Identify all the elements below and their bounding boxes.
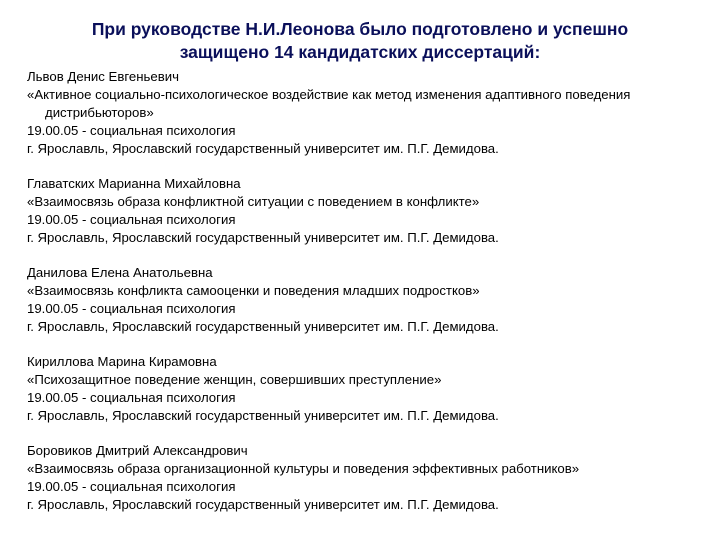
page-title: [0, 18, 720, 64]
entry-author: Боровиков Дмитрий Александрович: [27, 443, 248, 458]
entry-specialty: 19.00.05 - социальная психология: [27, 212, 236, 227]
entry-thesis: «Активное социально-психологическое воздействие как метод изменения адаптивного поведения дистрибьюторов»: [27, 87, 631, 120]
entry-place: г. Ярославль, Ярославский государственный университет им. П.Г. Демидова.: [27, 230, 499, 245]
entry-place: г. Ярославль, Ярославский государственный университет им. П.Г. Демидова.: [27, 408, 499, 423]
entry-specialty: 19.00.05 - социальная психология: [27, 479, 236, 494]
list-item: [27, 353, 707, 425]
entry-author: Данилова Елена Анатольевна: [27, 265, 213, 280]
list-item: [27, 175, 707, 247]
entry-specialty: 19.00.05 - социальная психология: [27, 301, 236, 316]
entry-place: г. Ярославль, Ярославский государственный университет им. П.Г. Демидова.: [27, 141, 499, 156]
entry-specialty: 19.00.05 - социальная психология: [27, 390, 236, 405]
dissertation-list: [27, 68, 707, 531]
entry-specialty: 19.00.05 - социальная психология: [27, 123, 236, 138]
entry-author: Львов Денис Евгеньевич: [27, 69, 179, 84]
entry-thesis: «Взаимосвязь конфликта самооценки и поведения младших подростков»: [27, 283, 480, 298]
entry-thesis: «Взаимосвязь образа организационной культуры и поведения эффективных работников»: [27, 461, 580, 476]
entry-thesis: «Взаимосвязь образа конфликтной ситуации с поведением в конфликте»: [27, 194, 480, 209]
entry-thesis: «Психозащитное поведение женщин, совершивших преступление»: [27, 372, 442, 387]
entry-place: г. Ярославль, Ярославский государственный университет им. П.Г. Демидова.: [27, 319, 499, 334]
entry-author: Кириллова Марина Кирамовна: [27, 354, 217, 369]
entry-place: г. Ярославль, Ярославский государственный университет им. П.Г. Демидова.: [27, 497, 499, 512]
list-item: [27, 442, 707, 514]
entry-author: Главатских Марианна Михайловна: [27, 176, 241, 191]
title-line-2: защищено 14 кандидатских диссертаций:: [179, 42, 541, 62]
list-item: [27, 68, 707, 158]
title-line-1: При руководстве Н.И.Леонова было подготовлено и успешно: [91, 19, 629, 39]
list-item: [27, 264, 707, 336]
